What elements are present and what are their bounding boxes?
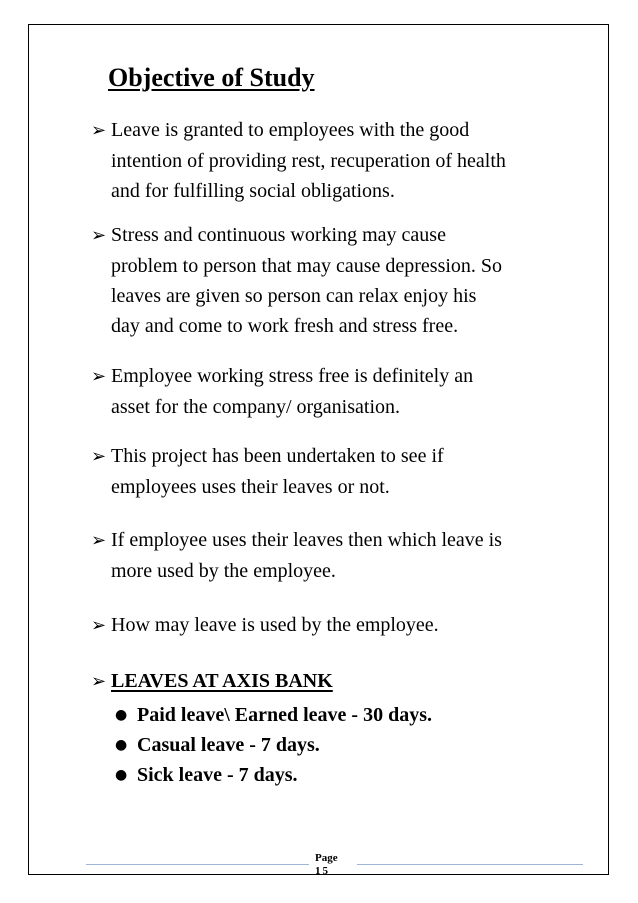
objective-paragraph-1 [91, 115, 506, 206]
arrowhead-bullet-icon: ➢ [91, 446, 107, 467]
objective-paragraph-6 [91, 610, 439, 641]
list-item: ● Sick leave - 7 days. [115, 760, 432, 790]
list-item: ● Paid leave\ Earned leave - 30 days. [115, 700, 432, 730]
arrowhead-bullet-icon: ➢ [91, 366, 107, 387]
round-bullet-icon: ● [115, 707, 128, 723]
leaves-heading [91, 666, 333, 697]
page-title: Objective of Study [108, 63, 315, 92]
arrowhead-bullet-icon: ➢ [91, 671, 107, 692]
paragraph-line: ➢ If employee uses their leaves then which leave is [91, 525, 502, 556]
paragraph-line: and for fulfilling social obligations. [111, 180, 395, 202]
paragraph-line: more used by the employee. [111, 560, 336, 582]
leaves-heading-text: LEAVES AT AXIS BANK [111, 670, 333, 692]
objective-paragraph-3 [91, 361, 473, 422]
list-item: ● Casual leave - 7 days. [115, 730, 432, 760]
paragraph-line: problem to person that may cause depression. So [111, 255, 503, 277]
objective-paragraph-2 [91, 220, 502, 341]
page-number [315, 852, 338, 878]
leaves-list [115, 700, 432, 790]
paragraph-line: day and come to work fresh and stress free. [111, 315, 459, 337]
paragraph-line: ➢ How may leave is used by the employee. [91, 610, 439, 641]
footer-rule-left [86, 864, 309, 865]
objective-paragraph-5 [91, 525, 502, 586]
objective-paragraph-4 [91, 441, 444, 502]
arrowhead-bullet-icon: ➢ [91, 120, 107, 141]
paragraph-line: ➢ This project has been undertaken to see if [91, 441, 444, 472]
footer-rule-right [357, 864, 583, 865]
arrowhead-bullet-icon: ➢ [91, 225, 107, 246]
paragraph-line: ➢ Leave is granted to employees with the good [91, 115, 506, 146]
paragraph-line: ➢ Employee working stress free is definitely an [91, 361, 473, 392]
page-label-text: Page [315, 852, 338, 864]
paragraph-line: leaves are given so person can relax enjoy his [111, 285, 477, 307]
arrowhead-bullet-icon: ➢ [91, 615, 107, 636]
paragraph-line: ➢ Stress and continuous working may cause [91, 220, 502, 251]
paragraph-line: intention of providing rest, recuperation of health [111, 150, 506, 172]
paragraph-line: asset for the company/ organisation. [111, 396, 401, 418]
page-number-text: 15 [315, 865, 330, 877]
paragraph-line: employees uses their leaves or not. [111, 476, 390, 498]
arrowhead-bullet-icon: ➢ [91, 530, 107, 551]
round-bullet-icon: ● [115, 737, 128, 753]
round-bullet-icon: ● [115, 767, 128, 783]
